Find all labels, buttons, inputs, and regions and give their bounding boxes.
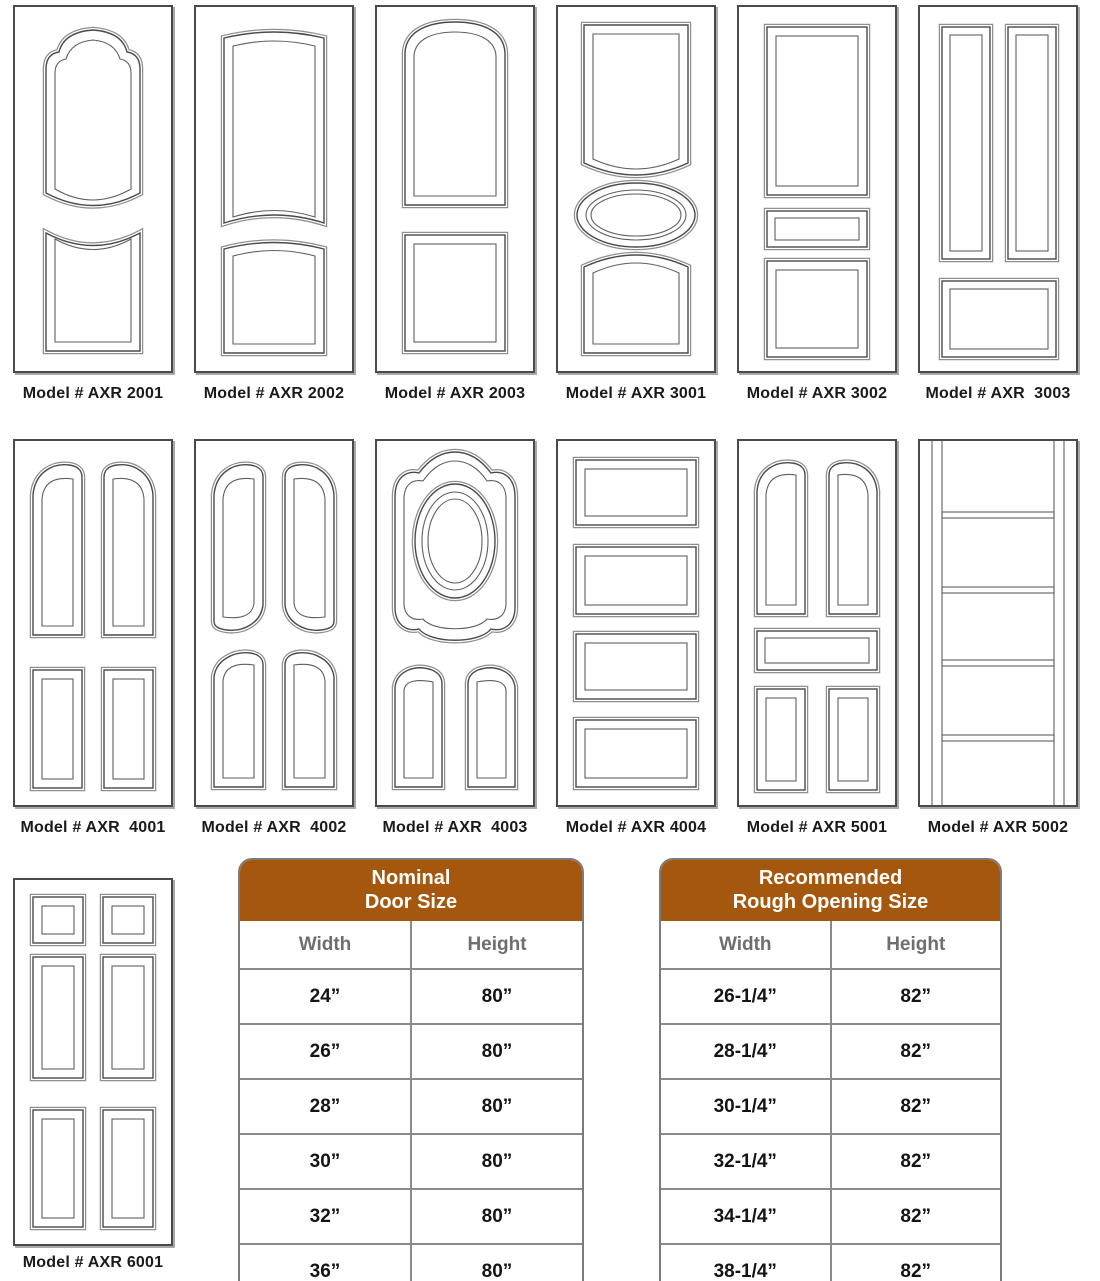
- door-model-axr-3002: [737, 5, 897, 403]
- width-cell: 38-1/4”: [661, 1244, 831, 1281]
- door-model-axr-4004: [556, 439, 716, 837]
- width-cell: 30”: [240, 1134, 411, 1189]
- height-cell: 82”: [831, 1024, 1001, 1079]
- height-cell: 82”: [831, 1244, 1001, 1281]
- height-cell: 80”: [411, 1244, 582, 1281]
- door-model-label: Model # AXR 2003: [384, 385, 526, 402]
- door-axr-4001-drawing: [13, 439, 173, 807]
- width-cell: 28”: [240, 1079, 411, 1134]
- width-cell: 32-1/4”: [661, 1134, 831, 1189]
- door-model-axr-3003: [918, 5, 1078, 403]
- height-cell: 80”: [411, 969, 582, 1024]
- table-title-line2: Door Size: [364, 891, 458, 913]
- door-axr-5002-drawing: [918, 439, 1078, 807]
- size-row: [240, 1189, 582, 1244]
- nominal-table-title: [240, 860, 582, 921]
- door-model-label: Model # AXR 4003: [382, 819, 528, 836]
- bottom-row: [0, 858, 1100, 1281]
- size-row: [661, 1189, 1000, 1244]
- height-cell: 80”: [411, 1024, 582, 1079]
- size-row: [240, 1024, 582, 1079]
- size-row: [661, 969, 1000, 1024]
- size-row: [240, 1079, 582, 1134]
- height-cell: 82”: [831, 1189, 1001, 1244]
- rough-size-grid: [661, 921, 1000, 1281]
- width-cell: 28-1/4”: [661, 1024, 831, 1079]
- width-cell: 26”: [240, 1024, 411, 1079]
- size-row: [240, 1244, 582, 1281]
- door-axr-4002-drawing: [194, 439, 354, 807]
- door-model-axr-3001: [556, 5, 716, 403]
- door-model-label: Model # AXR 4001: [20, 819, 166, 836]
- width-cell: 36”: [240, 1244, 411, 1281]
- door-model-axr-4001: [13, 439, 173, 837]
- nominal-door-size-table: [238, 858, 584, 1281]
- door-axr-2003-drawing: [375, 5, 535, 373]
- table-title-line2: Rough Opening Size: [732, 891, 929, 913]
- door-model-label: Model # AXR 6001: [22, 1254, 164, 1271]
- column-header-row: [240, 921, 582, 969]
- door-model-label: Model # AXR 5002: [927, 819, 1069, 836]
- height-cell: 80”: [411, 1189, 582, 1244]
- size-row: [240, 969, 582, 1024]
- height-cell: 80”: [411, 1134, 582, 1189]
- size-row: [661, 1244, 1000, 1281]
- door-model-axr-6001: [13, 878, 173, 1272]
- size-row: [661, 1134, 1000, 1189]
- door-axr-3001-drawing: [556, 5, 716, 373]
- width-cell: 34-1/4”: [661, 1189, 831, 1244]
- door-model-label: Model # AXR 4004: [565, 819, 707, 836]
- width-cell: 32”: [240, 1189, 411, 1244]
- door-model-axr-4003: [375, 439, 535, 837]
- height-cell: 80”: [411, 1079, 582, 1134]
- rough-table-title: [661, 860, 1000, 921]
- door-axr-2001-drawing: [13, 5, 173, 373]
- door-model-axr-5002: [918, 439, 1078, 837]
- door-axr-3003-drawing: [918, 5, 1078, 373]
- size-row: [661, 1079, 1000, 1134]
- door-axr-5001-drawing: [737, 439, 897, 807]
- door-model-label: Model # AXR 5001: [746, 819, 888, 836]
- door-axr-6001-drawing: [13, 878, 173, 1246]
- door-axr-3002-drawing: [737, 5, 897, 373]
- width-column-header: Width: [661, 921, 831, 969]
- width-cell: 30-1/4”: [661, 1079, 831, 1134]
- door-model-axr-4002: [194, 439, 354, 837]
- table-title-line1: Nominal: [371, 867, 451, 889]
- door-model-label: Model # AXR 2001: [22, 385, 164, 402]
- door-model-axr-5001: [737, 439, 897, 837]
- door-axr-4003-drawing: [375, 439, 535, 807]
- door-model-label: Model # AXR 4002: [201, 819, 347, 836]
- door-model-axr-2001: [13, 5, 173, 403]
- nominal-size-grid: [240, 921, 582, 1281]
- width-cell: 26-1/4”: [661, 969, 831, 1024]
- door-model-label: Model # AXR 3002: [746, 385, 888, 402]
- door-row-1: [0, 0, 1100, 403]
- height-column-header: Height: [467, 933, 527, 955]
- size-row: [661, 1024, 1000, 1079]
- table-title-line1: Recommended: [758, 867, 903, 889]
- height-cell: 82”: [831, 1134, 1001, 1189]
- size-row: [240, 1134, 582, 1189]
- door-model-label: Model # AXR 3003: [925, 385, 1071, 402]
- height-cell: 82”: [831, 969, 1001, 1024]
- door-model-label: Model # AXR 3001: [565, 385, 707, 402]
- door-model-axr-2003: [375, 5, 535, 403]
- width-column-header: Width: [240, 921, 411, 969]
- width-cell: 24”: [240, 969, 411, 1024]
- door-row-2: [0, 439, 1100, 837]
- height-column-header: Height: [886, 933, 946, 955]
- door-model-axr-2002: [194, 5, 354, 403]
- door-model-label: Model # AXR 2002: [203, 385, 345, 402]
- column-header-row: [661, 921, 1000, 969]
- door-axr-4004-drawing: [556, 439, 716, 807]
- door-axr-2002-drawing: [194, 5, 354, 373]
- rough-opening-size-table: [659, 858, 1002, 1281]
- height-cell: 82”: [831, 1079, 1001, 1134]
